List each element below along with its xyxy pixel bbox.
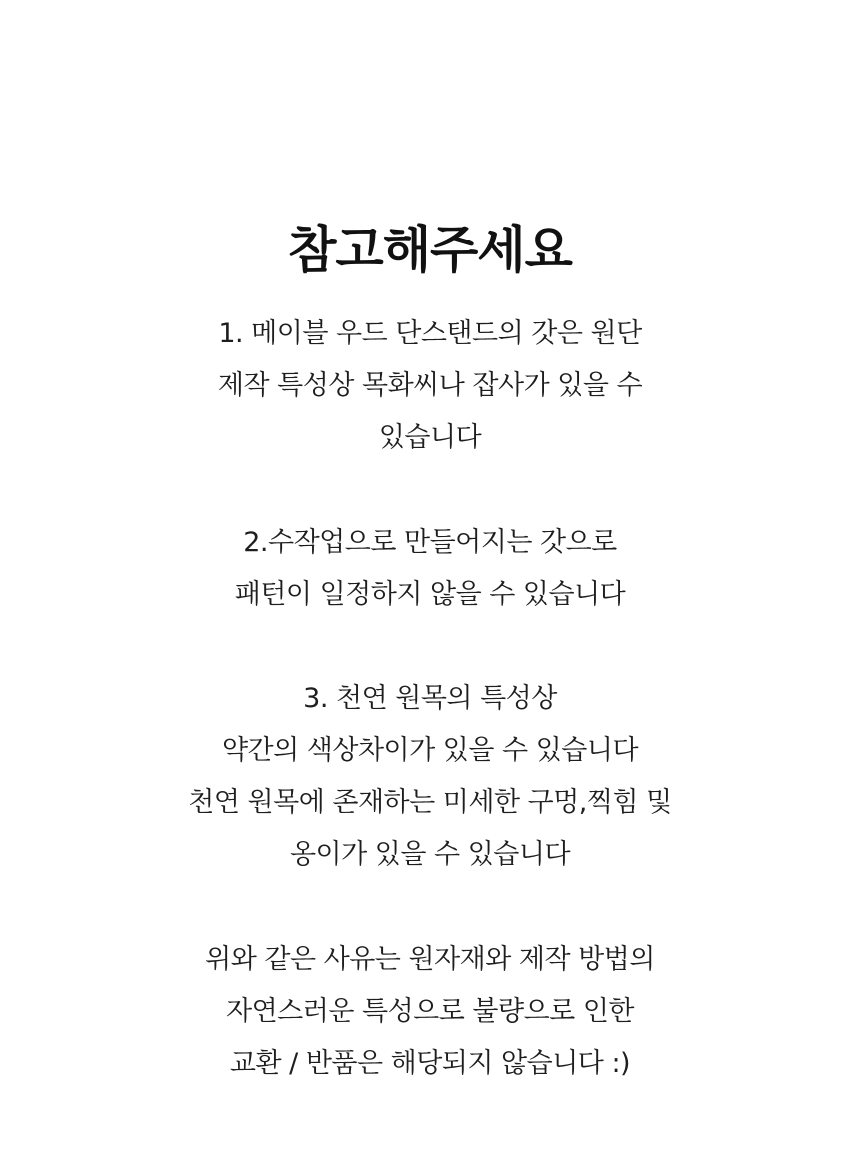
notice-line-8: 천연 원목에 존재하는 미세한 구멍,찍힘 및 — [188, 787, 672, 818]
notice-line-9: 옹이가 있을 수 있습니다 — [289, 839, 571, 870]
notice-line-4: 2.수작업으로 만들어지는 갓으로 — [243, 527, 617, 558]
notice-line-10: 위와 같은 사유는 원자재와 제작 방법의 — [205, 944, 655, 975]
notice-title: 참고해주세요 — [288, 221, 572, 279]
notice-line-11: 자연스러운 특성으로 불량으로 인한 — [226, 996, 634, 1027]
notice-line-3: 있습니다 — [378, 422, 482, 453]
notice-line-12: 교환 / 반품은 해당되지 않습니다 :) — [229, 1048, 631, 1079]
notice-line-5: 패턴이 일정하지 않을 수 있습니다 — [234, 579, 626, 610]
notice-line-7: 약간의 색상차이가 있을 수 있습니다 — [221, 735, 639, 766]
notice-line-2: 제작 특성상 목화씨나 잡사가 있을 수 — [217, 370, 643, 401]
notice-line-1: 1. 메이블 우드 단스탠드의 갓은 원단 — [218, 318, 642, 349]
notice-line-6: 3. 천연 원목의 특성상 — [303, 683, 557, 714]
